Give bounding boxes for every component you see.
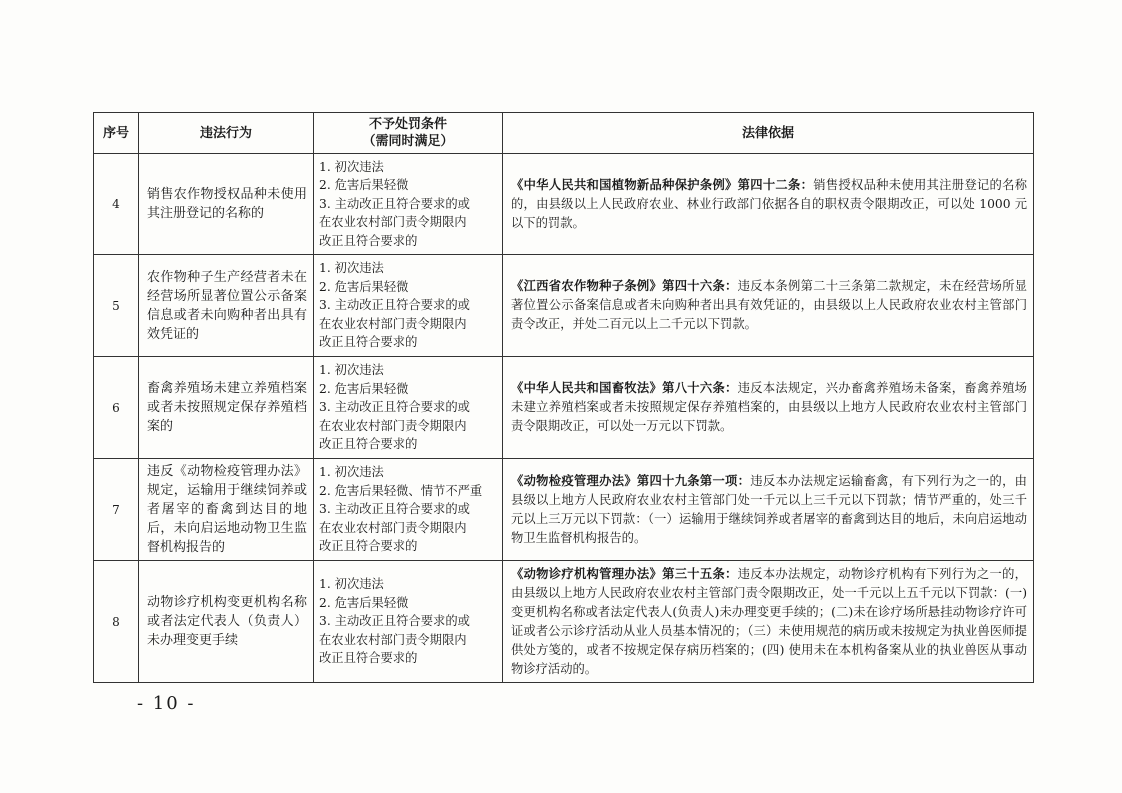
condition-line: 2. 危害后果轻微 [319, 178, 409, 193]
condition-line: 改正且符合要求的 [319, 233, 418, 248]
condition-line: 改正且符合要求的 [319, 437, 418, 452]
condition-line: 1. 初次违法 [319, 159, 384, 174]
condition-line: 在农业农村部门责令期限内 [319, 316, 467, 331]
row-serial-number: 5 [94, 255, 139, 357]
condition-line: 1. 初次违法 [319, 465, 384, 480]
law-text: 违反本办法规定运输畜禽，有下列行为之一的，由县级以上地方人民政府农业农村主管部门处一千元以上三千元以下罚款；情节严重的，处三千元以上三万元以下罚款：（一）运输用于继续饲养或者屠宰的畜禽到达目的地后，未向启运地动物卫生监督机构报告的。 [511, 473, 1027, 545]
row-legal-basis [503, 154, 1034, 255]
condition-line: 2. 危害后果轻微 [319, 279, 409, 294]
condition-line: 1. 初次违法 [319, 577, 384, 592]
condition-line: 2. 危害后果轻微、情节不严重 [319, 483, 483, 498]
law-title: 《中华人民共和国植物新品种保护条例》第四十二条： [511, 177, 814, 192]
condition-line: 2. 危害后果轻微 [319, 381, 409, 396]
condition-line: 3. 主动改正且符合要求的或 [319, 196, 470, 211]
condition-line: 在农业农村部门责令期限内 [319, 215, 467, 230]
row-serial-number: 6 [94, 357, 139, 459]
condition-line: 在农业农村部门责令期限内 [319, 418, 467, 433]
law-title: 《中华人民共和国畜牧法》第八十六条： [511, 381, 738, 395]
condition-line: 3. 主动改正且符合要求的或 [319, 298, 470, 313]
condition-line: 在农业农村部门责令期限内 [319, 520, 467, 535]
row-conditions [314, 459, 503, 561]
row-legal-basis [503, 459, 1034, 561]
header-serial-number: 序号 [94, 113, 139, 154]
condition-line: 3. 主动改正且符合要求的或 [319, 614, 470, 629]
row-illegal-act: 动物诊疗机构变更机构名称或者法定代表人（负责人）未办理变更手续 [139, 561, 314, 683]
law-text: 违反本办法规定，动物诊疗机构有下列行为之一的，由县级以上地方人民政府农业农村主管部门责令限期改正，处一千元以上五千元以下罚款：(一)变更机构名称或者法定代表人(负责人)未办理变更手续的；(二)未在诊疗场所悬挂动物诊疗许可证或者公示诊疗活动从业人员基本情况的；（三）未使用规范的病历或未按规定为执业兽医师提供处方笺的，或者不按规定保存病历档案的；(四) 使用未在本机构备案从业的执业兽医从事动物诊疗活动的。 [511, 566, 1027, 676]
row-conditions [314, 357, 503, 459]
penalty-exemption-table [93, 112, 1034, 683]
row-illegal-act: 农作物种子生产经营者未在经营场所显著位置公示备案信息或者未向购种者出具有效凭证的 [139, 255, 314, 357]
law-text: 违反本法规定，兴办畜禽养殖场未备案，畜禽养殖场未建立养殖档案或者未按照规定保存养殖档案的，由县级以上地方人民政府农业农村主管部门责令限期改正，可以处一万元以下罚款。 [511, 381, 1027, 433]
row-legal-basis [503, 255, 1034, 357]
table-row [94, 255, 1034, 357]
row-conditions [314, 561, 503, 683]
row-serial-number: 4 [94, 154, 139, 255]
row-illegal-act: 销售农作物授权品种未使用其注册登记的名称的 [139, 154, 314, 255]
header-conditions-line1: 不予处罚条件 [368, 117, 447, 132]
condition-line: 1. 初次违法 [319, 261, 384, 276]
header-conditions-line2: （需同时满足） [362, 134, 454, 149]
table-row [94, 561, 1034, 683]
row-serial-number: 7 [94, 459, 139, 561]
header-legal-basis: 法律依据 [503, 113, 1034, 154]
condition-line: 3. 主动改正且符合要求的或 [319, 400, 470, 415]
header-illegal-act: 违法行为 [139, 113, 314, 154]
document-page [93, 112, 1033, 683]
row-conditions [314, 154, 503, 255]
condition-line: 3. 主动改正且符合要求的或 [319, 502, 470, 517]
condition-line: 2. 危害后果轻微 [319, 595, 409, 610]
law-title: 《江西省农作物种子条例》第四十六条： [511, 279, 738, 293]
law-text: 销售授权品种未使用其注册登记的名称的，由县级以上人民政府农业、林业行政部门依据各自的职权责令限期改正，可以处 1000 元以下的罚款。 [511, 177, 1027, 230]
law-text: 违反本条例第二十三条第二款规定，未在经营场所显著位置公示备案信息或者未向购种者出具有效凭证的，由县级以上人民政府农业农村主管部门责令改正，并处二百元以上二千元以下罚款。 [511, 279, 1027, 331]
row-legal-basis [503, 357, 1034, 459]
condition-line: 改正且符合要求的 [319, 539, 418, 554]
law-title: 《动物检疫管理办法》第四十九条第一项： [511, 473, 751, 488]
row-legal-basis [503, 561, 1034, 683]
table-row [94, 357, 1034, 459]
condition-line: 在农业农村部门责令期限内 [319, 632, 467, 647]
row-illegal-act: 违反《动物检疫管理办法》规定，运输用于继续饲养或者屠宰的畜禽到达目的地后，未向启运地动物卫生监督机构报告的 [139, 459, 314, 561]
condition-line: 改正且符合要求的 [319, 651, 418, 666]
table-row [94, 459, 1034, 561]
row-conditions [314, 255, 503, 357]
header-exemption-conditions [314, 113, 503, 154]
condition-line: 改正且符合要求的 [319, 335, 418, 350]
table-header-row [94, 113, 1034, 154]
page-number: - 10 - [137, 693, 196, 714]
law-title: 《动物诊疗机构管理办法》第三十五条： [511, 566, 738, 581]
condition-line: 1. 初次违法 [319, 363, 384, 378]
row-serial-number: 8 [94, 561, 139, 683]
row-illegal-act: 畜禽养殖场未建立养殖档案或者未按照规定保存养殖档案的 [139, 357, 314, 459]
table-row [94, 154, 1034, 255]
